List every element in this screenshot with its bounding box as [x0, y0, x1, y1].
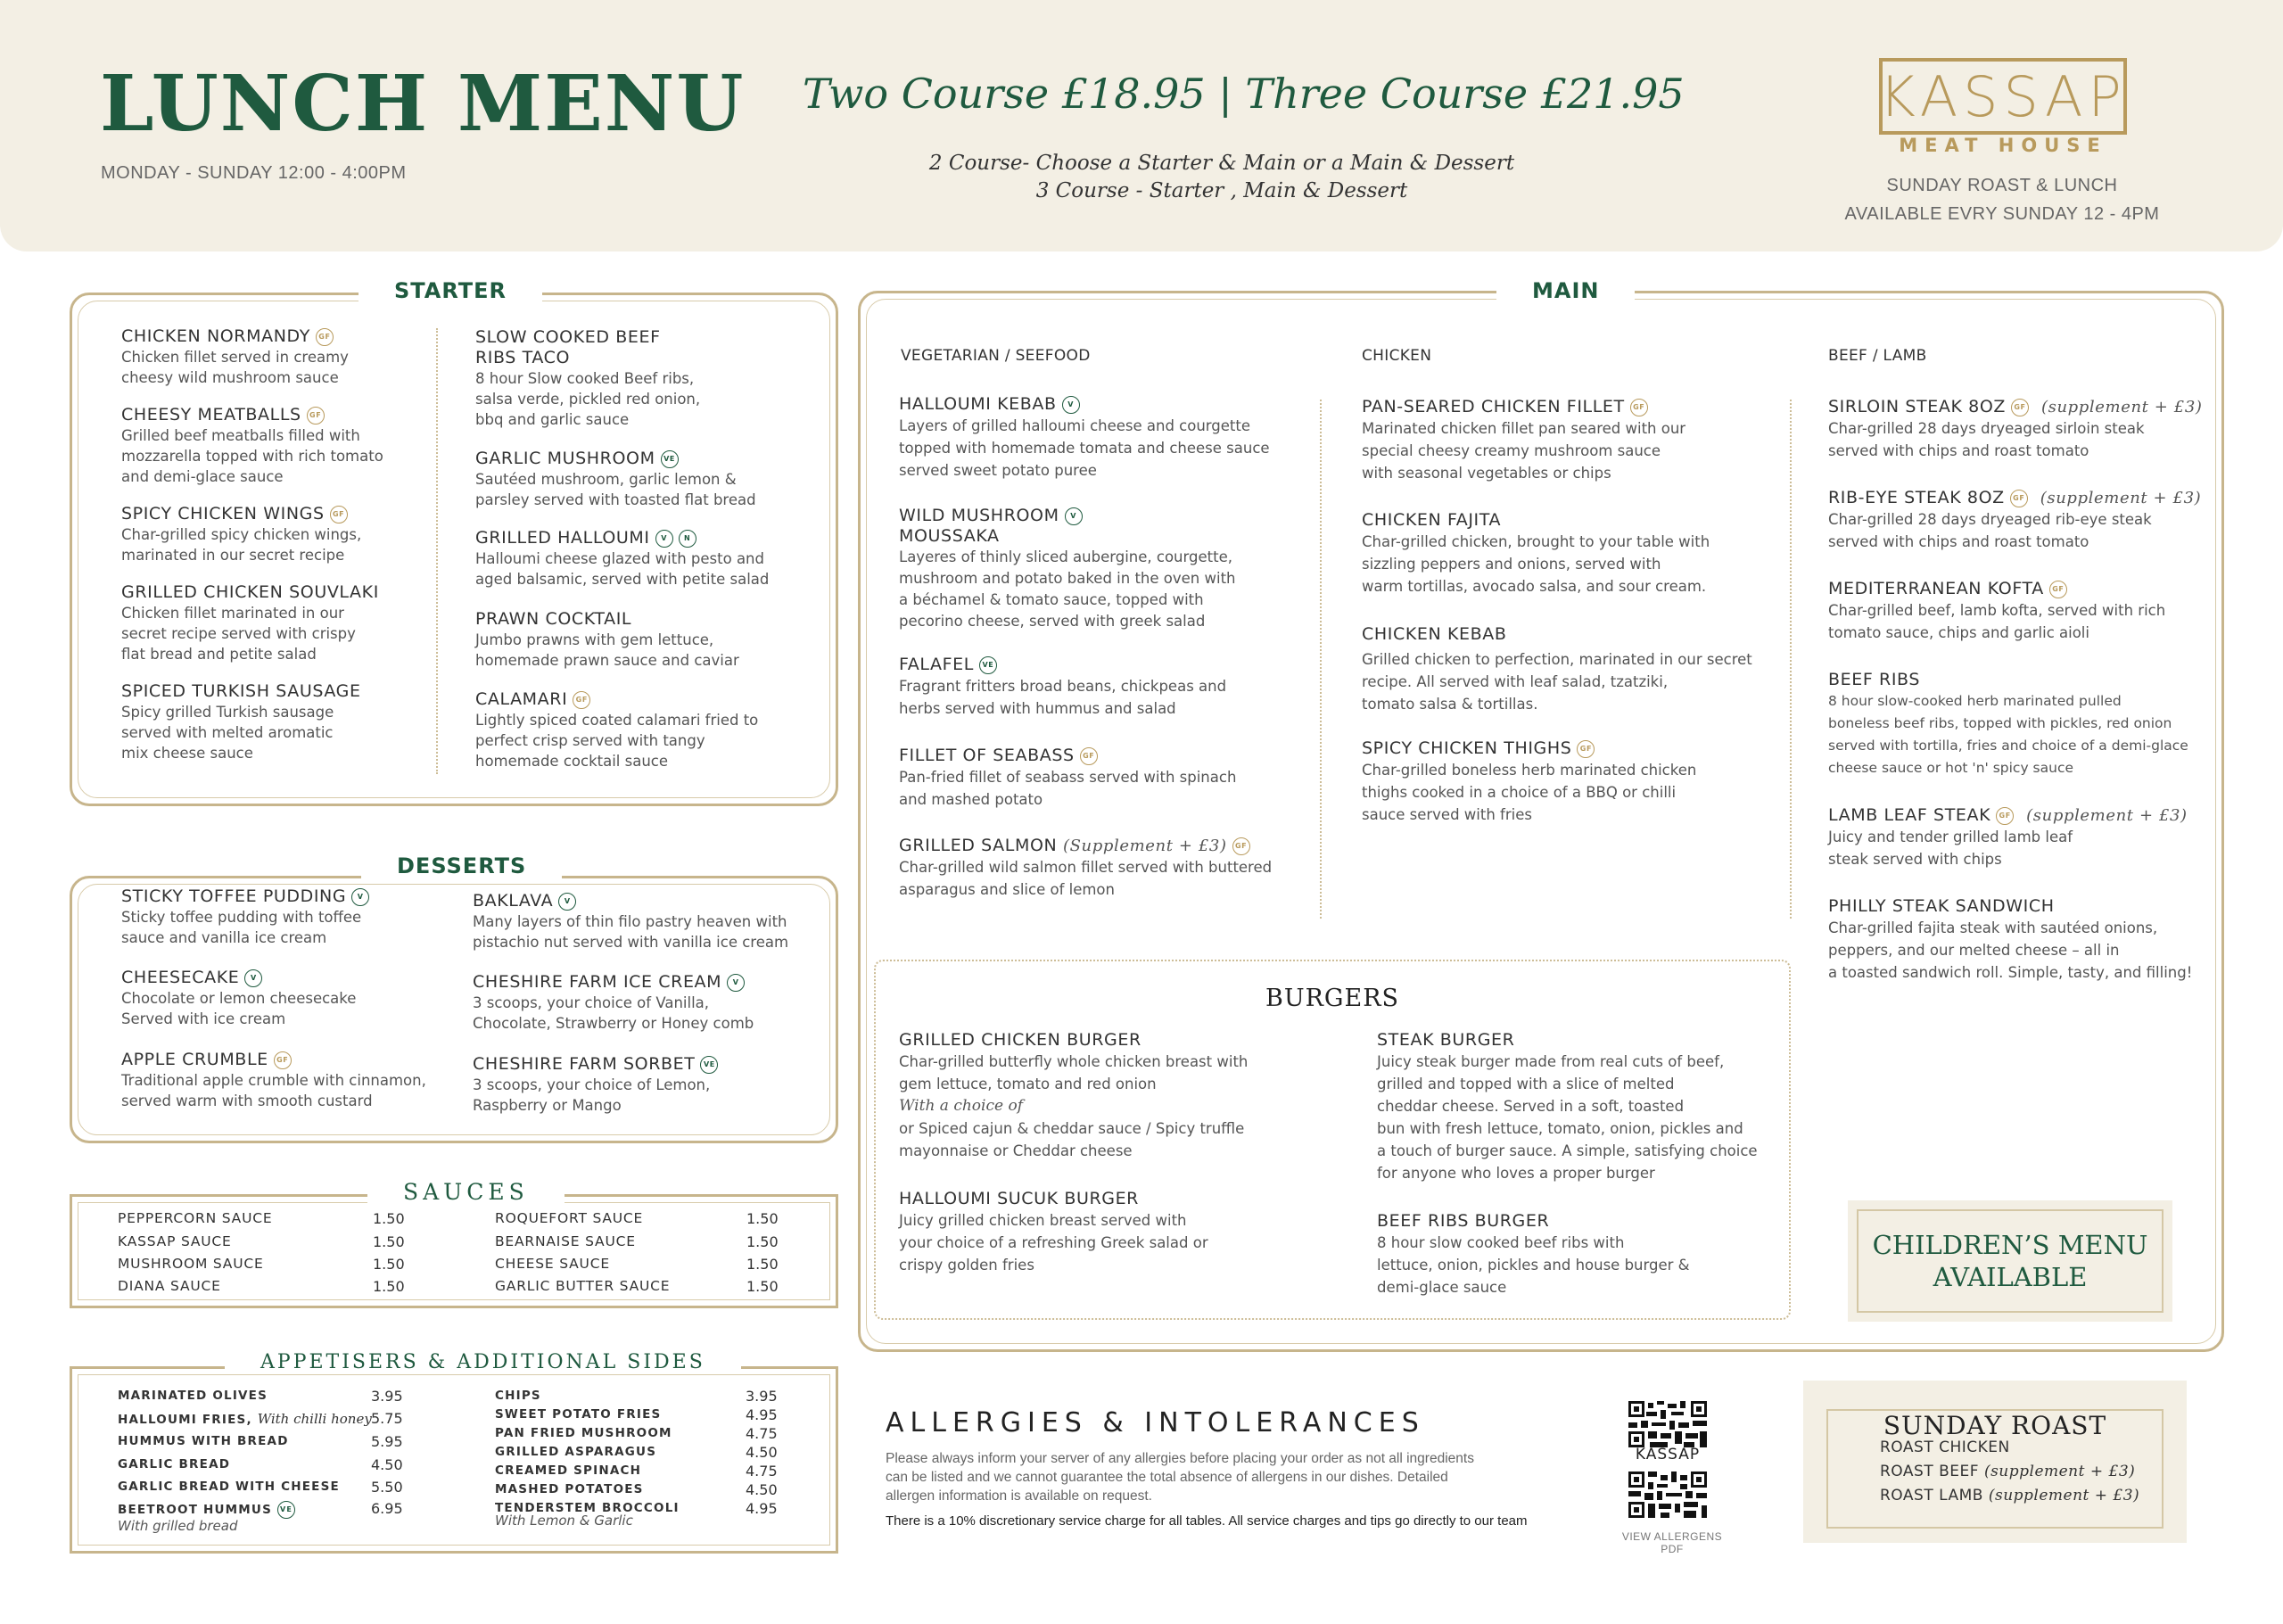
item-desc: mozzarella topped with rich tomato: [121, 448, 383, 465]
main-title: MAIN: [1496, 278, 1635, 303]
item-name: SLOW COOKED BEEF: [475, 327, 661, 347]
item-desc: Grilled beef meatballs filled with: [121, 427, 360, 444]
item-desc: peppers, and our melted cheese – all in: [1828, 942, 2120, 959]
gf-badge: GF: [330, 506, 348, 523]
menu-item: [899, 506, 1236, 632]
item-desc: Layeres of thinly sliced aubergine, courgette,: [899, 548, 1232, 565]
item-desc: your choice of a refreshing Greek salad or: [899, 1234, 1208, 1251]
item-desc: demi-glace sauce: [1377, 1279, 1507, 1296]
gf-badge: GF: [1232, 837, 1250, 855]
allergies-text-line: can be listed and we cannot guarantee the total absence of allergens in our dishes. Detailed: [886, 1470, 1448, 1485]
item-name: PRAWN COCKTAIL: [475, 609, 632, 629]
item-desc: Char-grilled 28 days dryeaged rib-eye steak: [1828, 511, 2152, 528]
sauce-name: PEPPERCORN SAUCE: [118, 1210, 273, 1226]
menu-item: [121, 326, 349, 388]
item-name: STEAK BURGER: [1377, 1030, 1515, 1050]
menu-item: [1362, 510, 1710, 598]
side-price: 6.95: [371, 1500, 403, 1517]
side-name: TENDERSTEM BROCCOLI: [495, 1501, 680, 1515]
course-note-3: 3 Course - Starter , Main & Dessert: [1035, 179, 1408, 202]
item-desc: secret recipe served with crispy: [121, 625, 356, 642]
sauce-price: 1.50: [373, 1210, 405, 1227]
menu-item: [1377, 1211, 1690, 1298]
item-desc: Chocolate or lemon cheesecake: [121, 990, 357, 1007]
item-desc: and demi-glace sauce: [121, 468, 284, 485]
item-desc: Marinated chicken fillet pan seared with our: [1362, 420, 1686, 437]
kassap-logo: [1879, 58, 2127, 135]
item-name: SPICED TURKISH SAUSAGE: [121, 681, 361, 701]
sunday-note: [1815, 171, 2189, 228]
desserts-title: DESSERTS: [361, 853, 562, 878]
item-name: MOUSSAKA: [899, 526, 1000, 546]
item-name: BAKLAVA: [473, 891, 554, 911]
item-desc: grilled and topped with a slice of melted: [1377, 1076, 1675, 1092]
item-desc: tomato sauce, chips and garlic aioli: [1828, 624, 2089, 641]
sauce-name: CHEESE SAUCE: [495, 1256, 610, 1272]
column-heading: BEEF / LAMB: [1828, 347, 1927, 365]
item-name: CHESHIRE FARM ICE CREAM: [473, 972, 722, 992]
course-note-2: 2 Course- Choose a Starter & Main or a Main & Dessert: [928, 152, 1515, 175]
item-name: STICKY TOFFEE PUDDING: [121, 886, 347, 906]
item-desc: Pan-fried fillet of seabass served with spinach: [899, 769, 1237, 786]
gf-badge: GF: [1080, 747, 1098, 765]
item-desc: Served with ice cream: [121, 1010, 286, 1027]
side-name: HUMMUS WITH BREAD: [118, 1434, 289, 1448]
side-price: 3.95: [746, 1388, 778, 1405]
item-desc: Grilled chicken to perfection, marinated in our secret: [1362, 651, 1752, 668]
item-desc: a touch of burger sauce. A simple, satisfying choice: [1377, 1142, 1758, 1159]
side-price: 3.95: [371, 1388, 403, 1405]
item-name: FILLET OF SEABASS: [899, 746, 1075, 765]
menu-item: [121, 405, 383, 487]
menu-item: [899, 746, 1236, 811]
sunday-note-line2: AVAILABLE EVRY SUNDAY 12 - 4PM: [1844, 204, 2160, 224]
menu-item: [1362, 738, 1696, 826]
side-price: 5.50: [371, 1479, 403, 1496]
sauce-name: GARLIC BUTTER SAUCE: [495, 1278, 671, 1294]
item-desc: steak served with chips: [1828, 851, 2002, 868]
menu-item: [1828, 896, 2192, 984]
item-name: CHESHIRE FARM SORBET: [473, 1054, 696, 1074]
menu-item: [473, 972, 754, 1034]
item-desc: crispy golden fries: [899, 1257, 1034, 1274]
item-name: GARLIC MUSHROOM: [475, 449, 655, 468]
childrens-menu-line2: AVAILABLE: [1933, 1262, 2088, 1292]
side-name: PAN FRIED MUSHROOM: [495, 1426, 672, 1440]
menu-item: [121, 681, 361, 763]
item-desc: Char-grilled spicy chicken wings,: [121, 526, 362, 543]
sauce-price: 1.50: [373, 1278, 405, 1295]
menu-item: [1362, 624, 1752, 715]
item-desc: thighs cooked in a choice of a BBQ or chilli: [1362, 784, 1677, 801]
sauce-price: 1.50: [746, 1233, 779, 1250]
item-desc: boneless beef ribs, topped with pickles, red onion: [1828, 715, 2172, 731]
item-name: RIBS TACO: [475, 348, 571, 367]
side-name-text: BEETROOT HUMMUS: [118, 1503, 273, 1517]
menu-item: [121, 1050, 426, 1111]
item-desc: served with melted aromatic: [121, 724, 334, 741]
item-desc: Halloumi cheese glazed with pesto and: [475, 550, 764, 567]
item-desc: Char-grilled chicken, brought to your table with: [1362, 533, 1710, 550]
item-desc: served with chips and roast tomato: [1828, 533, 2089, 550]
item-desc: Char-grilled wild salmon fillet served with buttered: [899, 859, 1273, 876]
page-title: LUNCH MENU: [100, 59, 746, 149]
menu-item: [1362, 397, 1685, 484]
gf-badge: GF: [1630, 399, 1648, 416]
item-desc: lettuce, onion, pickles and house burger &: [1377, 1257, 1690, 1274]
item-desc: 8 hour slow-cooked herb marinated pulled: [1828, 693, 2122, 709]
item-desc: flat bread and petite salad: [121, 646, 317, 663]
menu-item: [475, 609, 739, 671]
logo-text: KASSAP: [1879, 63, 2127, 129]
item-desc: Juicy grilled chicken breast served with: [899, 1212, 1187, 1229]
sauce-price: 1.50: [373, 1256, 405, 1273]
menu-item: [475, 689, 758, 771]
supplement-note: (supplement + £3): [1983, 1463, 2136, 1480]
item-name: CHICKEN KEBAB: [1362, 624, 1507, 644]
side-price: 4.95: [746, 1500, 778, 1517]
item-desc: special cheesy creamy mushroom sauce: [1362, 442, 1661, 459]
side-name: SWEET POTATO FRIES: [495, 1407, 662, 1422]
supplement-note: (supplement + £3): [1988, 1487, 2140, 1504]
item-desc: Spicy grilled Turkish sausage: [121, 704, 334, 721]
course-notes: [803, 150, 1641, 205]
item-desc: aged balsamic, served with petite salad: [475, 571, 770, 588]
menu-item: [1828, 805, 2188, 870]
side-name: MASHED POTATOES: [495, 1482, 644, 1496]
item-name: SPICY CHICKEN THIGHS: [1362, 738, 1572, 758]
menu-item: [899, 394, 1270, 482]
item-desc: Chocolate, Strawberry or Honey comb: [473, 1015, 754, 1032]
menu-item: [1828, 397, 2203, 462]
main-divider: [1790, 400, 1792, 919]
item-desc: bbq and garlic sauce: [475, 411, 630, 428]
side-name: [118, 1501, 295, 1519]
item-name: GRILLED HALLOUMI: [475, 528, 650, 548]
allergies-text-line: Please always inform your server of any allergies before placing your order as not all ingredients: [886, 1451, 1474, 1466]
item-desc: or Spiced cajun & cheddar sauce / Spicy truffle: [899, 1120, 1245, 1137]
v-badge: V: [727, 974, 745, 992]
menu-item: [1828, 670, 2188, 779]
supplement-note: (supplement + £3): [2041, 398, 2203, 416]
burgers-title: BURGERS: [1265, 985, 1400, 1012]
item-desc: Jumbo prawns with gem lettuce,: [475, 631, 714, 648]
item-name: CALAMARI: [475, 689, 568, 709]
side-name-text: HALLOUMI FRIES,: [118, 1413, 252, 1427]
item-name: BEEF RIBS: [1828, 670, 1920, 689]
sunday-note-line1: SUNDAY ROAST & LUNCH: [1886, 176, 2118, 195]
side-price: 4.50: [371, 1456, 403, 1473]
item-name: LAMB LEAF STEAK: [1828, 805, 1991, 825]
item-desc: Fragrant fritters broad beans, chickpeas and: [899, 678, 1227, 695]
item-desc: 3 scoops, your choice of Vanilla,: [473, 994, 710, 1011]
side-price: 4.75: [746, 1425, 778, 1442]
menu-item: [121, 582, 379, 664]
menu-item: [473, 1054, 718, 1116]
item-desc: Layers of grilled halloumi cheese and courgette: [899, 417, 1251, 434]
roast-item: ROAST CHICKEN: [1880, 1439, 2010, 1456]
sides-title: APPETISERS & ADDITIONAL SIDES: [225, 1351, 741, 1373]
item-name: GRILLED CHICKEN BURGER: [899, 1030, 1142, 1050]
supplement-note: (Supplement + £3): [1062, 837, 1227, 855]
item-desc: bun with fresh lettuce, tomato, onion, pickles and: [1377, 1120, 1743, 1137]
menu-item: [475, 327, 700, 430]
item-desc: a béchamel & tomato sauce, topped with: [899, 591, 1204, 608]
gf-badge: GF: [2011, 399, 2029, 416]
course-prices: Two Course £18.95 | Three Course £21.95: [803, 70, 1685, 118]
menu-item: [1828, 579, 2165, 644]
item-name: FALAFEL: [899, 655, 974, 674]
v-badge: V: [558, 893, 576, 911]
item-desc: marinated in our secret recipe: [121, 547, 345, 564]
side-price: 4.50: [746, 1444, 778, 1461]
item-desc: sauce served with fries: [1362, 806, 1532, 823]
item-desc: pistachio nut served with vanilla ice cream: [473, 934, 789, 951]
v-badge: V: [244, 969, 262, 987]
roast-item-name: ROAST BEEF: [1880, 1463, 1980, 1480]
item-desc: served with chips and roast tomato: [1828, 442, 2089, 459]
item-desc: sizzling peppers and onions, served with: [1362, 556, 1661, 573]
v-badge: V: [1065, 507, 1083, 525]
logo-subtitle: MEAT HOUSE: [1899, 135, 2107, 156]
menu-item: [899, 1030, 1248, 1162]
service-charge-note: There is a 10% discretionary service charge for all tables. All service charges and tips go directly to our team: [886, 1513, 1528, 1529]
item-name: APPLE CRUMBLE: [121, 1050, 268, 1069]
qr-code-icon[interactable]: [1628, 1401, 1707, 1447]
childrens-menu-line1: CHILDREN’S MENU: [1872, 1230, 2148, 1260]
gf-badge: GF: [2049, 581, 2067, 598]
item-name: PHILLY STEAK SANDWICH: [1828, 896, 2055, 916]
menu-item: [475, 449, 756, 510]
v-badge: V: [655, 530, 673, 548]
item-desc: Sautéed mushroom, garlic lemon &: [475, 471, 737, 488]
item-desc: mayonnaise or Cheddar cheese: [899, 1142, 1133, 1159]
menu-item: [899, 1189, 1208, 1276]
item-desc: served with tortilla, fries and choice of a demi-glace: [1828, 738, 2188, 754]
item-name: CHICKEN NORMANDY: [121, 326, 310, 346]
sauce-name: MUSHROOM SAUCE: [118, 1256, 264, 1272]
item-name: BEEF RIBS BURGER: [1377, 1211, 1550, 1231]
side-name: CREAMED SPINACH: [495, 1463, 642, 1478]
menu-item: [1828, 488, 2201, 553]
sauces-title: SAUCES: [367, 1179, 565, 1205]
starter-divider: [436, 328, 438, 774]
gf-badge: GF: [316, 328, 334, 346]
menu-item: [1377, 1030, 1758, 1184]
side-name: [118, 1411, 372, 1427]
menu-item: [121, 504, 361, 565]
item-name: HALLOUMI SUCUK BURGER: [899, 1189, 1139, 1208]
item-name: GRILLED CHICKEN SOUVLAKI: [121, 582, 379, 602]
qr-code-icon[interactable]: [1628, 1471, 1707, 1518]
item-desc: pecorino cheese, served with greek salad: [899, 613, 1206, 630]
supplement-note: (supplement + £3): [2026, 806, 2188, 825]
allergies-text: [886, 1449, 1545, 1505]
item-desc: asparagus and slice of lemon: [899, 881, 1115, 898]
side-name: GARLIC BREAD: [118, 1457, 231, 1471]
gf-badge: GF: [2010, 490, 2028, 507]
side-price: 5.95: [371, 1433, 403, 1450]
item-desc: for anyone who loves a proper burger: [1377, 1165, 1655, 1182]
item-name: CHICKEN FAJITA: [1362, 510, 1502, 530]
n-badge: N: [679, 530, 696, 548]
side-price: 4.95: [746, 1406, 778, 1423]
ve-badge: VE: [979, 656, 997, 674]
item-desc: parsley served with toasted flat bread: [475, 491, 756, 508]
childrens-menu-text: [1857, 1209, 2163, 1313]
item-desc: served sweet potato puree: [899, 462, 1097, 479]
item-name: HALLOUMI KEBAB: [899, 394, 1057, 414]
sauce-price: 1.50: [746, 1210, 779, 1227]
sauce-name: ROQUEFORT SAUCE: [495, 1210, 644, 1226]
side-note: With grilled bread: [118, 1518, 238, 1534]
sauce-name: BEARNAISE SAUCE: [495, 1233, 636, 1249]
sauce-price: 1.50: [746, 1278, 779, 1295]
side-price: 4.50: [746, 1481, 778, 1498]
item-desc: Many layers of thin filo pastry heaven with: [473, 913, 787, 930]
menu-item: [475, 528, 769, 589]
v-badge: V: [351, 888, 369, 906]
gf-badge: GF: [1996, 807, 2014, 825]
supplement-note: (supplement + £3): [2040, 489, 2202, 507]
side-note: With Lemon & Garlic: [495, 1513, 633, 1529]
item-desc: Char-grilled beef, lamb kofta, served with rich: [1828, 602, 2166, 619]
item-name: CHEESECAKE: [121, 968, 240, 987]
item-desc: Juicy and tender grilled lamb leaf: [1828, 828, 2073, 845]
childrens-menu-box: [1848, 1200, 2172, 1322]
v-badge: V: [1062, 396, 1080, 414]
item-desc: cheese sauce or hot 'n' spicy sauce: [1828, 760, 2074, 776]
item-desc: salsa verde, pickled red onion,: [475, 391, 701, 408]
ve-badge: VE: [661, 450, 679, 468]
item-desc: with seasonal vegetables or chips: [1362, 465, 1611, 482]
sunday-roast-title: SUNDAY ROAST: [1883, 1411, 2107, 1440]
item-desc: Traditional apple crumble with cinnamon,: [121, 1072, 426, 1089]
column-heading: CHICKEN: [1362, 347, 1432, 365]
item-desc: Chicken fillet served in creamy: [121, 349, 349, 366]
item-desc: gem lettuce, tomato and red onion: [899, 1076, 1157, 1092]
item-name: MEDITERRANEAN KOFTA: [1828, 579, 2044, 598]
sunday-roast-box: [1803, 1381, 2187, 1543]
opening-hours: MONDAY - SUNDAY 12:00 - 4:00PM: [101, 163, 407, 183]
side-name: CHIPS: [495, 1389, 541, 1403]
menu-item: [899, 836, 1272, 901]
sauce-name: DIANA SAUCE: [118, 1278, 221, 1294]
item-desc: sauce and vanilla ice cream: [121, 929, 327, 946]
side-price: 5.75: [371, 1410, 403, 1427]
item-name: PAN-SEARED CHICKEN FILLET: [1362, 397, 1625, 416]
item-desc: Lightly spiced coated calamari fried to: [475, 712, 759, 729]
item-name: WILD MUSHROOM: [899, 506, 1059, 525]
side-name: GARLIC BREAD WITH CHEESE: [118, 1480, 340, 1494]
menu-item: [899, 655, 1226, 720]
item-desc: cheddar cheese. Served in a soft, toasted: [1377, 1098, 1685, 1115]
item-desc: Char-grilled butterfly whole chicken breast with: [899, 1053, 1249, 1070]
item-desc: 8 hour Slow cooked Beef ribs,: [475, 370, 695, 387]
main-divider: [1320, 400, 1322, 919]
item-desc: homemade prawn sauce and caviar: [475, 652, 739, 669]
menu-item: [121, 886, 369, 948]
item-desc: mushroom and potato baked in the oven with: [899, 570, 1236, 587]
allergies-text-line: allergen information is available on request.: [886, 1488, 1152, 1504]
sauce-price: 1.50: [373, 1233, 405, 1250]
item-desc: Sticky toffee pudding with toffee: [121, 909, 362, 926]
item-desc: cheesy wild mushroom sauce: [121, 369, 339, 386]
menu-item: [473, 891, 788, 952]
item-desc: herbs served with hummus and salad: [899, 700, 1176, 717]
item-desc: perfect crisp served with tangy: [475, 732, 705, 749]
item-desc: Juicy steak burger made from real cuts of beef,: [1377, 1053, 1725, 1070]
item-desc: tomato salsa & tortillas.: [1362, 696, 1538, 713]
item-desc: recipe. All served with leaf salad, tzatziki,: [1362, 673, 1669, 690]
allergies-title: ALLERGIES & INTOLERANCES: [886, 1407, 1425, 1439]
gf-badge: GF: [573, 691, 590, 709]
qr-label: KASSAP: [1635, 1446, 1701, 1463]
view-allergens-pdf-link[interactable]: VIEW ALLERGENS PDF: [1621, 1530, 1723, 1555]
item-desc: Chicken fillet marinated in our: [121, 605, 344, 622]
item-desc: homemade cocktail sauce: [475, 753, 669, 770]
item-name: SIRLOIN STEAK 8OZ: [1828, 397, 2007, 416]
sauce-name: KASSAP SAUCE: [118, 1233, 232, 1249]
item-name: RIB-EYE STEAK 8OZ: [1828, 488, 2005, 507]
item-desc: Char-grilled 28 days dryeaged sirloin steak: [1828, 420, 2145, 437]
item-desc: topped with homemade tomata and cheese sauce: [899, 440, 1270, 457]
item-desc: 8 hour slow cooked beef ribs with: [1377, 1234, 1625, 1251]
side-name: GRILLED ASPARAGUS: [495, 1445, 657, 1459]
roast-item-name: ROAST LAMB: [1880, 1487, 1983, 1504]
item-name: CHEESY MEATBALLS: [121, 405, 301, 425]
item-desc: warm tortillas, avocado salsa, and sour cream.: [1362, 578, 1707, 595]
column-heading: VEGETARIAN / SEEFOOD: [901, 347, 1091, 365]
roast-item: [1880, 1463, 2135, 1480]
item-name: GRILLED SALMON: [899, 836, 1058, 855]
side-name: MARINATED OLIVES: [118, 1389, 268, 1403]
gf-badge: GF: [274, 1051, 292, 1069]
gf-badge: GF: [307, 407, 325, 425]
item-desc: and mashed potato: [899, 791, 1043, 808]
ve-badge: VE: [277, 1501, 295, 1519]
item-desc: Char-grilled boneless herb marinated chicken: [1362, 762, 1697, 779]
roast-item: [1880, 1487, 2139, 1504]
menu-item: [121, 968, 356, 1029]
side-price: 4.75: [746, 1463, 778, 1480]
side-note: With chilli honey: [257, 1411, 372, 1427]
item-desc: Char-grilled fajita steak with sautéed onions,: [1828, 919, 2158, 936]
starter-title: STARTER: [359, 278, 542, 303]
item-name: SPICY CHICKEN WINGS: [121, 504, 325, 523]
item-desc: a toasted sandwich roll. Simple, tasty, and filling!: [1828, 964, 2193, 981]
item-desc: mix cheese sauce: [121, 745, 253, 762]
sauce-price: 1.50: [746, 1256, 779, 1273]
item-desc: served warm with smooth custard: [121, 1092, 373, 1109]
item-desc: Raspberry or Mango: [473, 1097, 622, 1114]
gf-badge: GF: [1577, 740, 1595, 758]
ve-badge: VE: [700, 1056, 718, 1074]
item-desc: 3 scoops, your choice of Lemon,: [473, 1076, 711, 1093]
item-desc: With a choice of: [899, 1097, 1023, 1115]
